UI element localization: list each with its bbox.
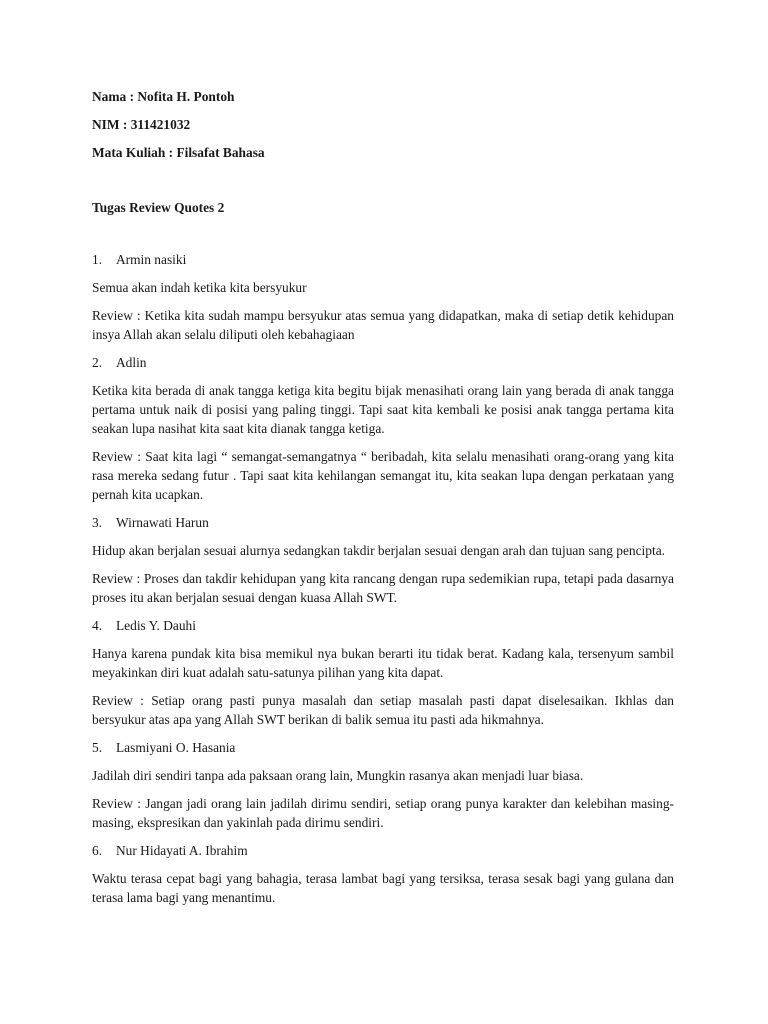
entry-quote: Waktu terasa cepat bagi yang bahagia, terasa lambat bagi yang tersiksa, terasa sesak bagi yang gulana dan terasa lama bagi yang menantimu. (92, 871, 674, 905)
entry-review: Review : Saat kita lagi “ semangat-semangatnya “ beribadah, kita selalu menasihati orang-orang yang kita rasa mereka sedang futur . Tapi saat kita kehilangan semangat itu, kita seakan lupa dengan perkataan yang pernah kita ucapkan. (92, 449, 674, 502)
entry-quote: Hanya karena pundak kita bisa memikul nya bukan berarti itu tidak berat. Kadang kala, tersenyum sambil meyakinkan diri kuat adalah satu-satunya pilihan yang kita dapat. (92, 646, 674, 680)
entry-author: Armin nasiki (116, 252, 187, 267)
entry-author: Lasmiyani O. Hasania (116, 740, 236, 755)
student-name: Nofita H. Pontoh (137, 89, 235, 104)
entry-quote: Semua akan indah ketika kita bersyukur (92, 280, 307, 295)
entry-number: 5. (92, 740, 103, 755)
entry-number: 3. (92, 515, 103, 530)
student-name-line (92, 87, 674, 106)
name-label: Nama : (92, 89, 138, 104)
entry-review: Review : Ketika kita sudah mampu bersyukur atas semua yang didapatkan, maka di setiap detik kehidupan insya Allah akan selalu diliputi oleh kebahagiaan (92, 308, 674, 342)
course-label: Mata Kuliah : (92, 145, 177, 160)
entry-author: Wirnawati Harun (116, 515, 209, 530)
entry-review: Review : Jangan jadi orang lain jadilah dirimu sendiri, setiap orang punya karakter dan kelebihan masing-masing, ekspresikan dan yakinlah pada dirimu sendiri. (92, 796, 674, 830)
course-name: Filsafat Bahasa (176, 145, 265, 160)
entry-heading (92, 250, 674, 269)
header-spacer (92, 171, 674, 198)
entry-number: 2. (92, 355, 103, 370)
student-nim: 311421032 (130, 117, 191, 132)
entry-number: 1. (92, 252, 103, 267)
entry-review: Review : Proses dan takdir kehidupan yang kita rancang dengan rupa sedemikian rupa, tetapi pada dasarnya proses itu akan berjalan sesuai dengan kuasa Allah SWT. (92, 571, 674, 605)
entry-heading (92, 513, 674, 532)
entry-author: Ledis Y. Dauhi (116, 618, 196, 633)
entry-heading (92, 353, 674, 372)
entry-quote: Jadilah diri sendiri tanpa ada paksaan orang lain, Mungkin rasanya akan menjadi luar biasa. (92, 768, 584, 783)
entry-review: Review : Setiap orang pasti punya masalah dan setiap masalah pasti dapat diselesaikan. Ikhlas dan bersyukur atas apa yang Allah SWT berikan di balik semua itu pasti ada hikmahnya. (92, 693, 674, 727)
task-title: Tugas Review Quotes 2 (92, 200, 225, 215)
entry-heading (92, 841, 674, 860)
entry-author: Adlin (116, 355, 147, 370)
entry-heading (92, 738, 674, 757)
course-line (92, 143, 674, 162)
entry-quote: Ketika kita berada di anak tangga ketiga kita begitu bijak menasihati orang lain yang berada di anak tangga pertama untuk naik di posisi yang paling tinggi. Tapi saat kita kembali ke posisi anak tangga pertama kita seakan lupa nasihat kita saat kita dianak tangga ketiga. (92, 383, 674, 436)
entry-heading (92, 616, 674, 635)
nim-label: NIM : (92, 117, 131, 132)
document-content (92, 87, 674, 916)
entry-author: Nur Hidayati A. Ibrahim (116, 843, 248, 858)
entry-quote: Hidup akan berjalan sesuai alurnya sedangkan takdir berjalan sesuai dengan arah dan tujuan sang pencipta. (92, 543, 665, 558)
entry-number: 4. (92, 618, 103, 633)
student-nim-line (92, 115, 674, 134)
entry-number: 6. (92, 843, 103, 858)
